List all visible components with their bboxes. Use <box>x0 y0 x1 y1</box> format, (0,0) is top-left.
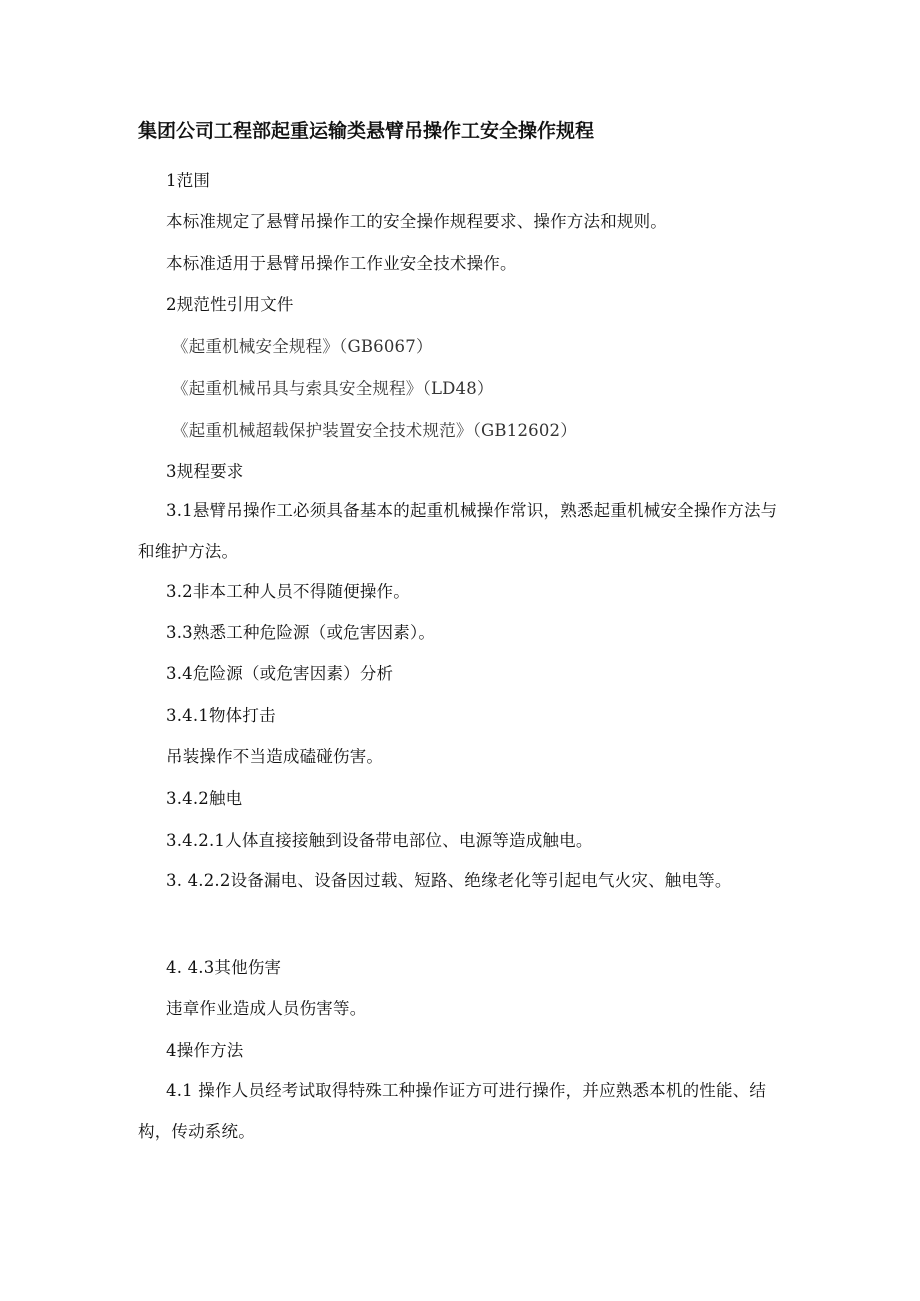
clause-3-4: 3.4危险源（或危害因素）分析 <box>166 664 394 683</box>
clause-3-1: 3.1悬臂吊操作工必须具备基本的起重机械操作常识，熟悉起重机械安全操作方法与和维护方法。 <box>138 501 778 561</box>
clause-3-4-1-text: 吊装操作不当造成磕碰伤害。 <box>166 747 384 766</box>
reference-item: 《起重机械吊具与索具安全规程》（LD48） <box>172 379 494 398</box>
section-1-heading: 1范围 <box>166 171 211 190</box>
clause-3-2: 3.2非本工种人员不得随便操作。 <box>166 582 410 601</box>
section-3-heading: 3规程要求 <box>166 462 244 481</box>
document-title: 集团公司工程部起重运输类悬臂吊操作工安全操作规程 <box>138 120 595 142</box>
section-2-heading: 2规范性引用文件 <box>166 295 294 314</box>
section-4-heading: 4操作方法 <box>166 1041 244 1060</box>
section-1-paragraph-1: 本标准规定了悬臂吊操作工的安全操作规程要求、操作方法和规则。 <box>166 212 667 231</box>
clause-4-1: 4.1 操作人员经考试取得特殊工种操作证方可进行操作，并应熟悉本机的性能、结构，传动系统。 <box>138 1081 767 1141</box>
clause-3-4-3: 4. 4.3其他伤害 <box>166 958 282 977</box>
clause-3-4-3-text: 违章作业造成人员伤害等。 <box>166 999 367 1018</box>
reference-item: 《起重机械安全规程》（GB6067） <box>172 337 433 356</box>
section-1-paragraph-2: 本标准适用于悬臂吊操作工作业安全技术操作。 <box>166 254 517 273</box>
clause-3-4-2: 3.4.2触电 <box>166 789 243 808</box>
clause-3-4-2-1: 3.4.2.1人体直接接触到设备带电部位、电源等造成触电。 <box>166 831 593 850</box>
clause-3-3: 3.3熟悉工种危险源（或危害因素）。 <box>166 623 436 642</box>
clause-3-4-2-2: 3. 4.2.2设备漏电、设备因过载、短路、绝缘老化等引起电气火灾、触电等。 <box>166 871 732 890</box>
reference-item: 《起重机械超载保护装置安全技术规范》（GB12602） <box>172 421 577 440</box>
clause-3-4-1: 3.4.1物体打击 <box>166 706 276 725</box>
